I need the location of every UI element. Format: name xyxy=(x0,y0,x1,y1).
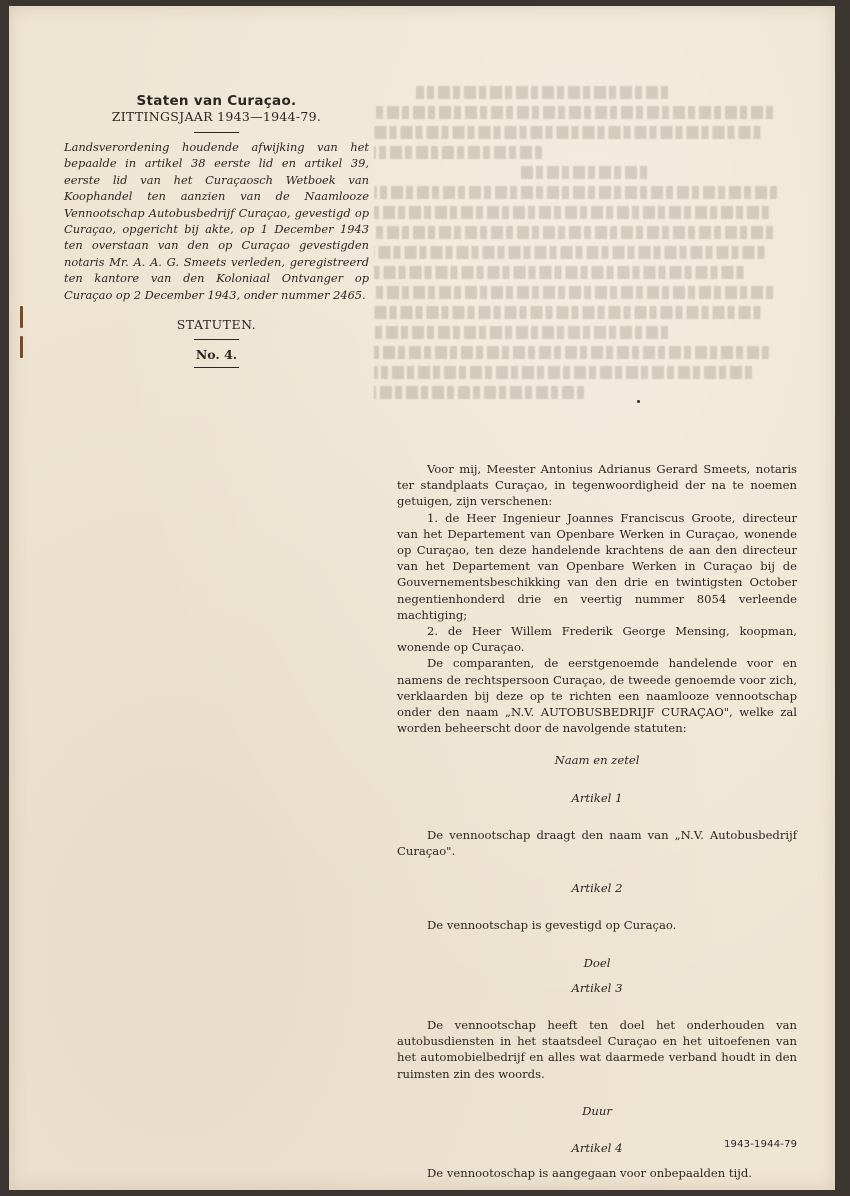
state-name: Staten van Curaçao. xyxy=(136,93,297,109)
article-4-title: Artikel 4 xyxy=(571,1141,623,1156)
article-2-text: De vennootschap is gevestigd op Curaçao. xyxy=(427,918,677,933)
margin-mark xyxy=(20,306,23,328)
document-header xyxy=(64,94,369,368)
intro-paragraph: Voor mij, Meester Antonius Adrianus Gerard Smeets, notaris ter standplaats Curaçao, in tegenwoordigheid der na te noemen getuigen, zijn verschenen: xyxy=(397,462,797,509)
ink-speck xyxy=(637,400,640,403)
declaration-paragraph: De comparanten, de eerstgenoemde handelende voor en namens de rechtspersoon Curaçao, de tweede genoemde voor zich, verklaarden bij deze op te richten een naamlooze vennootschap onder den naam „N.V. AUTOBUSBEDRIJF CURAÇAO", welke zal worden beheerscht door de navolgende statuten: xyxy=(397,656,797,736)
bleed-through-text xyxy=(374,86,794,416)
section-heading-name: Naam en zetel xyxy=(554,753,640,768)
deed-body xyxy=(397,461,797,1182)
article-4-text: De vennootoschap is aangegaan voor onbepaalden tijd. xyxy=(427,1166,752,1181)
party-1-paragraph: 1. de Heer Ingenieur Joannes Franciscus Groote, directeur van het Departement van Openbare Werken in Curaçao, wonende op Curaçao, ten deze handelende krachtens de aan den directeur van het Departement van Openbare Werken in Curaçao bij de Gouvernementsbeschikking van den drie en twintigsten October negentienhonderd drie en veertig nummer 8054 verleende machtiging; xyxy=(397,510,797,622)
document-type: STATUTEN. xyxy=(176,317,257,333)
party-2-paragraph: 2. de Heer Willem Frederik George Mensing, koopman, wonende op Curaçao. xyxy=(397,624,797,655)
section-heading-purpose: Doel xyxy=(583,955,611,970)
document-page xyxy=(9,6,835,1190)
session-year: ZITTINGSJAAR 1943—1944-79. xyxy=(111,109,322,124)
divider xyxy=(194,339,239,340)
article-1-title: Artikel 1 xyxy=(571,790,623,805)
margin-mark xyxy=(20,336,23,358)
article-2-title: Artikel 2 xyxy=(571,881,623,896)
document-number: No. 4. xyxy=(195,347,238,363)
article-3-text: De vennootschap heeft ten doel het onderhouden van autobusdiensten in het staatsdeel Curaçao en het uitoefenen van het automobielbedrijf en alles wat daarmede verband houdt in den ruimsten zin des woords. xyxy=(397,1018,797,1081)
page-code: 1943-1944-79 xyxy=(724,1139,798,1150)
divider xyxy=(194,367,239,368)
section-heading-duration: Duur xyxy=(582,1103,612,1118)
divider xyxy=(194,132,239,133)
ordinance-title: Landsverordening houdende afwijking van het bepaalde in artikel 38 eerste lid en artikel 39, eerste lid van het Curaçaosch Wetboek van Koophandel ten aanzien van de Naamlooze Vennootschap Autobusbedrijf Curaçao, gevestigd op Curaçao, opgericht bij akte, op 1 December 1943 ten overstaan van den op Curaçao gevestigden notaris Mr. A. A. G. Smeets verleden, geregistreerd ten kantore van den Koloniaal Ontvanger op Curaçao op 2 December 1943, onder nummer 2465. xyxy=(64,140,369,302)
article-3-title: Artikel 3 xyxy=(571,980,623,995)
article-1-text: De vennootschap draagt den naam van „N.V. Autobusbedrijf Curaçao". xyxy=(397,827,797,859)
